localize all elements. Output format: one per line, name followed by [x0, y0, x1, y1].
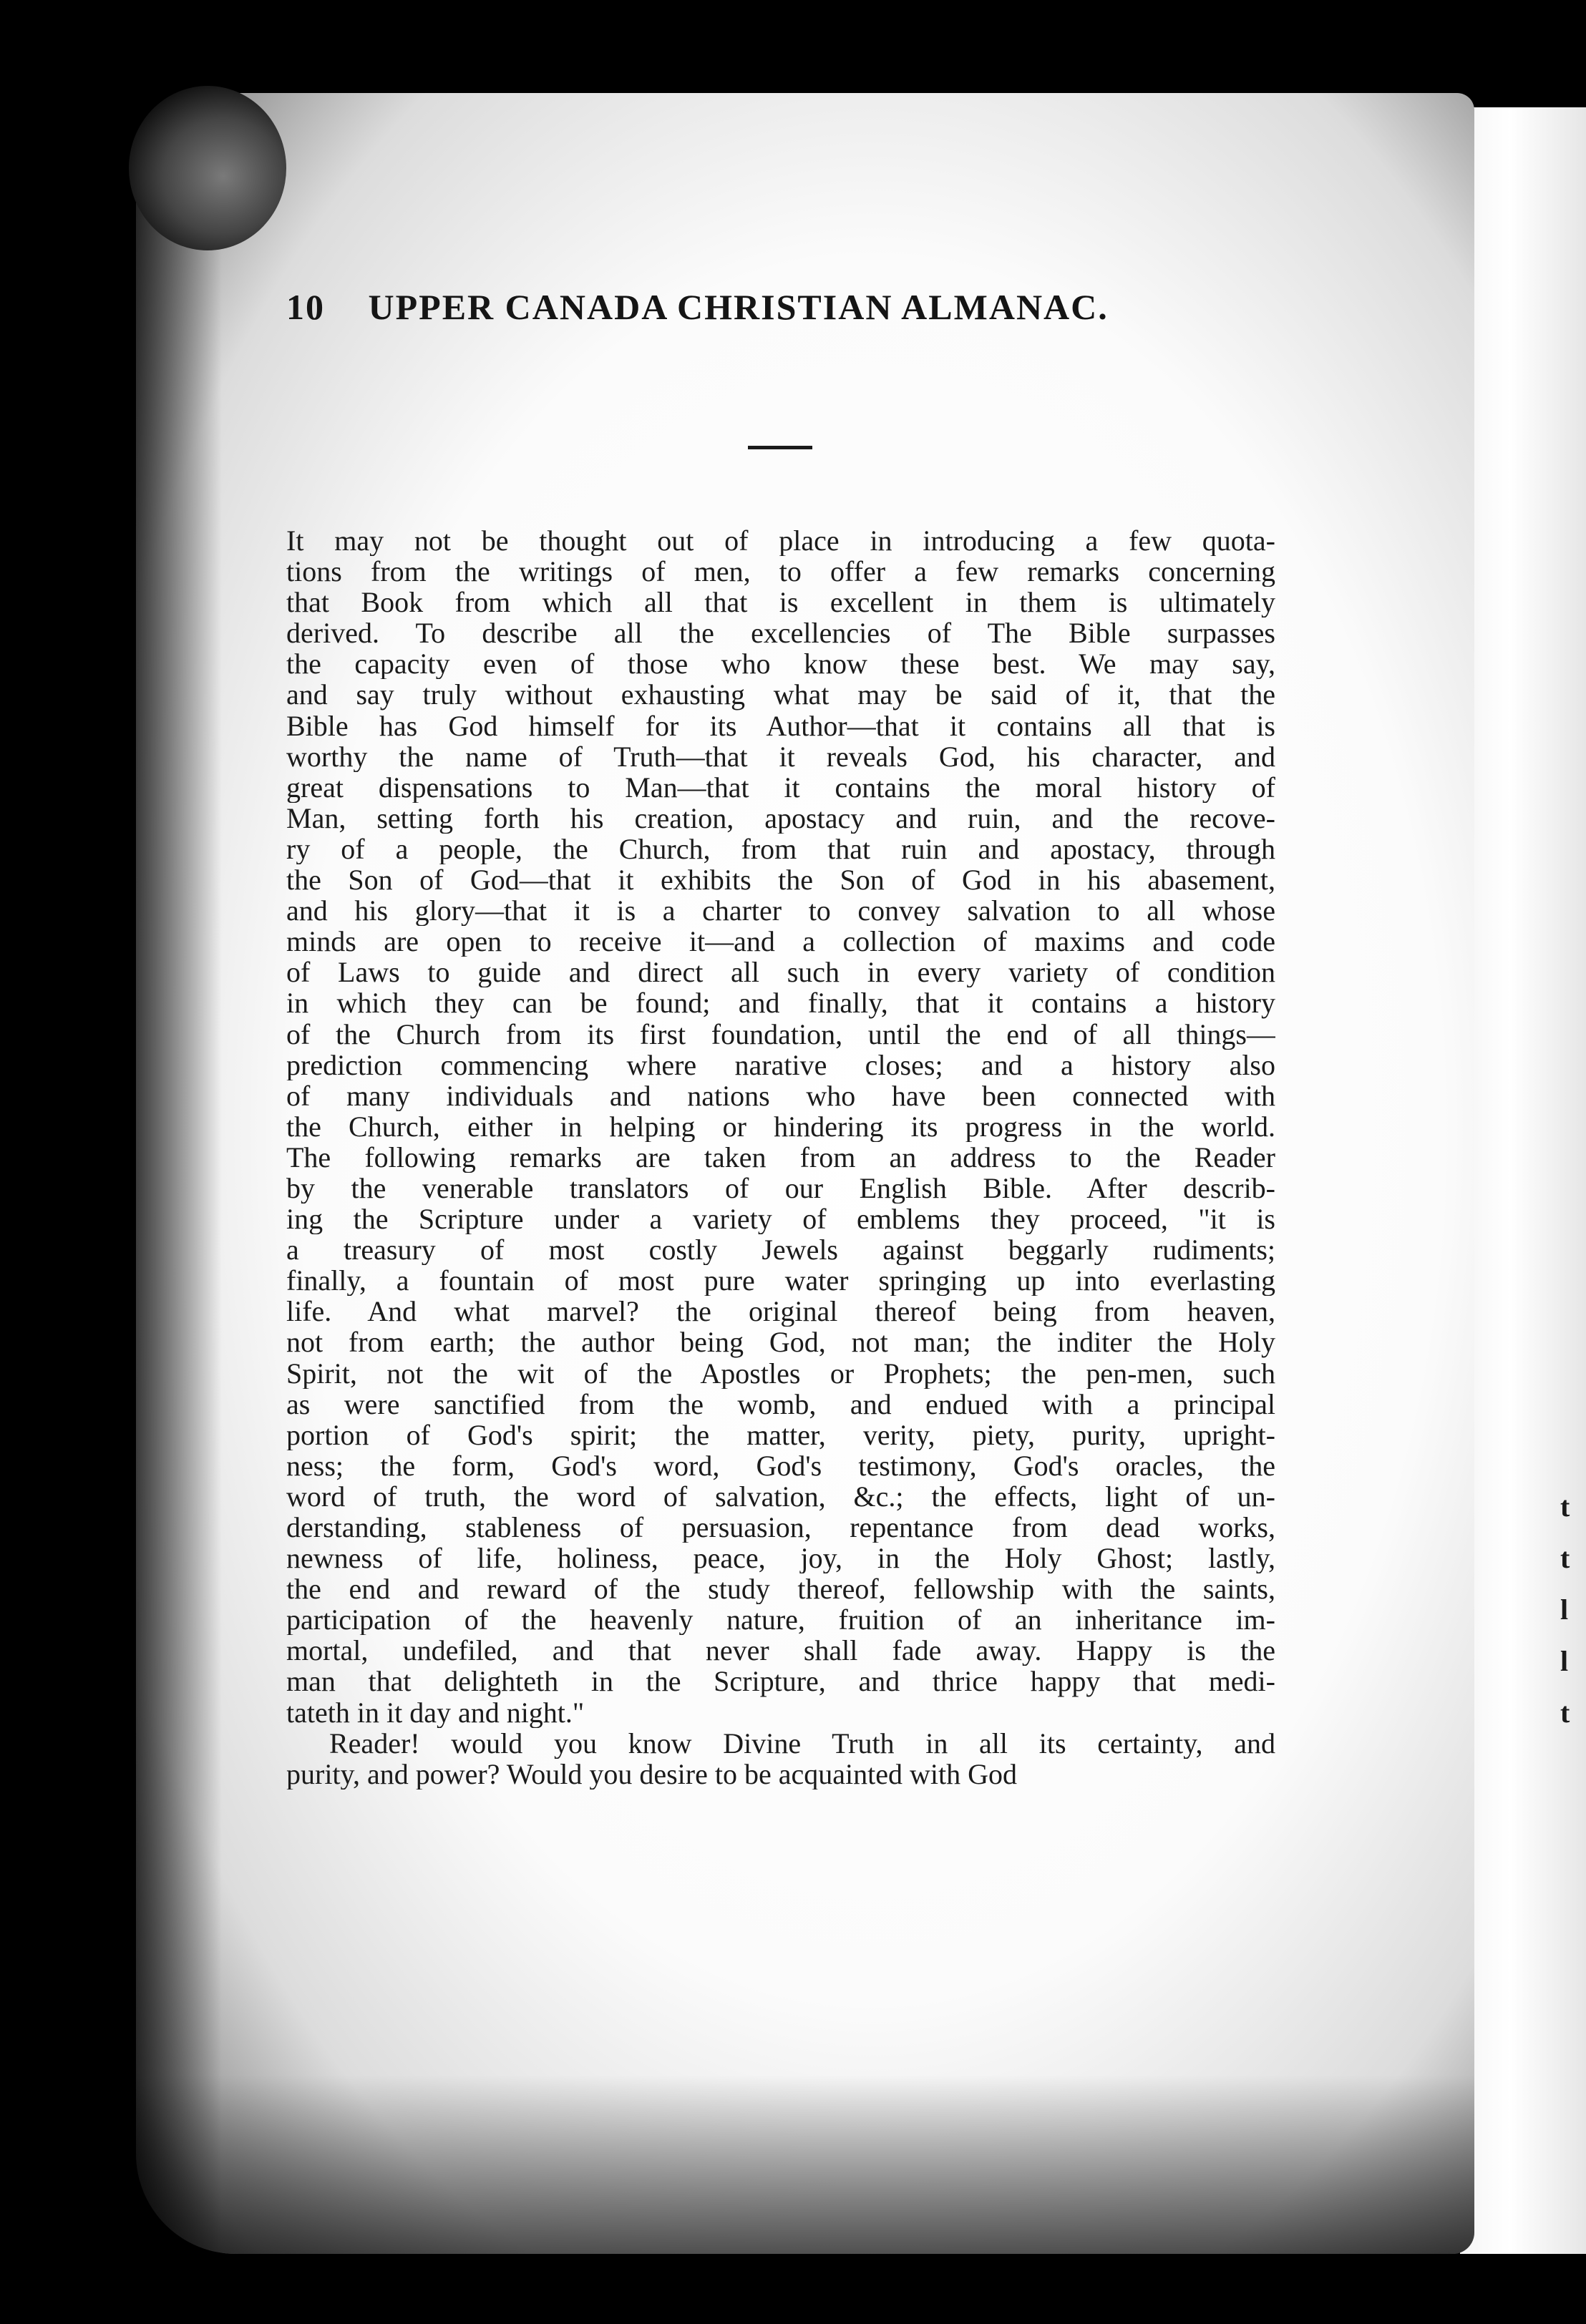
text-line: great dispensations to Man—that it contains the moral history of	[286, 771, 1275, 803]
facing-page-text-fragments	[1560, 1481, 1586, 1739]
torn-corner	[129, 86, 286, 250]
text-line: worthy the name of Truth—that it reveals God, his character, and	[286, 741, 1275, 772]
text-line: and say truly without exhausting what may be said of it, that the	[286, 679, 1275, 711]
facing-fragment: t	[1560, 1490, 1570, 1523]
text-line: of many individuals and nations who have been connected with	[286, 1080, 1275, 1111]
text-line: tateth in it day and night."	[286, 1696, 585, 1728]
text-line: the capacity even of those who know these best. We may say,	[286, 648, 1275, 680]
facing-page-edge	[1460, 107, 1586, 2254]
running-title: UPPER CANADA CHRISTIAN ALMANAC.	[368, 287, 1109, 327]
text-line: Reader! would you know Divine Truth in all its certainty, and	[329, 1727, 1275, 1759]
body-text	[286, 525, 1275, 1790]
text-line: of Laws to guide and direct all such in every variety of condition	[286, 957, 1275, 988]
text-line: as were sanctified from the womb, and endued with a principal	[286, 1388, 1275, 1420]
text-line: ness; the form, God's word, God's testimony, God's oracles, the	[286, 1450, 1275, 1481]
text-line: prediction commencing where narative closes; and a history also	[286, 1049, 1275, 1080]
text-line: of the Church from its first foundation, until the end of all things—	[286, 1018, 1275, 1050]
text-line: life. And what marvel? the original thereof being from heaven,	[286, 1296, 1275, 1327]
text-line: mortal, undefiled, and that never shall fade away. Happy is the	[286, 1635, 1275, 1666]
text-line: by the venerable translators of our English Bible. After describ-	[286, 1172, 1275, 1204]
text-line: the Church, either in helping or hindering its progress in the world.	[286, 1110, 1275, 1142]
facing-fragment: t	[1560, 1696, 1570, 1729]
text-line: Bible has God himself for its Author—that it contains all that is	[286, 710, 1275, 741]
text-line: the end and reward of the study thereof, fellowship with the saints,	[286, 1573, 1275, 1605]
text-line: word of truth, the word of salvation, &c.; the effects, light of un-	[286, 1480, 1275, 1512]
text-line: and his glory—that it is a charter to convey salvation to all whose	[286, 895, 1275, 927]
text-line: ry of a people, the Church, from that ruin and apostacy, through	[286, 833, 1275, 865]
text-line: ing the Scripture under a variety of emblems they proceed, "it is	[286, 1204, 1275, 1235]
facing-fragment: l	[1560, 1593, 1569, 1626]
page-edge-shadow-left	[136, 93, 222, 2254]
text-line: The following remarks are taken from an address to the Reader	[286, 1141, 1275, 1173]
text-line: portion of God's spirit; the matter, verity, piety, purity, upright-	[286, 1419, 1275, 1450]
text-line: newness of life, holiness, peace, joy, in the Holy Ghost; lastly,	[286, 1543, 1275, 1574]
text-line: the Son of God—that it exhibits the Son of God in his abasement,	[286, 864, 1275, 896]
text-line: participation of the heavenly nature, fruition of an inheritance im-	[286, 1604, 1275, 1636]
section-rule	[748, 446, 812, 449]
facing-fragment: l	[1560, 1645, 1569, 1677]
page-number: 10	[286, 287, 325, 327]
text-line: derived. To describe all the excellencies of The Bible surpasses	[286, 617, 1275, 649]
text-line: man that delighteth in the Scripture, and thrice happy that medi-	[286, 1666, 1275, 1697]
text-line: in which they can be found; and finally, that it contains a history	[286, 987, 1275, 1019]
text-line: derstanding, stableness of persuasion, repentance from dead works,	[286, 1512, 1275, 1543]
text-line: not from earth; the author being God, not man; the inditer the Holy	[286, 1327, 1275, 1358]
text-line: tions from the writings of men, to offer a few remarks concerning	[286, 556, 1275, 587]
page-edge-shadow-bottom	[136, 2075, 1474, 2254]
text-line: It may not be thought out of place in introducing a few quota-	[286, 525, 1275, 557]
text-line: Spirit, not the wit of the Apostles or Prophets; the pen-men, such	[286, 1357, 1275, 1389]
running-head	[286, 286, 1245, 343]
text-line: that Book from which all that is excellent in them is ultimately	[286, 587, 1275, 618]
facing-fragment: t	[1560, 1542, 1570, 1574]
text-line: minds are open to receive it—and a collection of maxims and code	[286, 926, 1275, 957]
text-line: Man, setting forth his creation, apostacy and ruin, and the recove-	[286, 802, 1275, 834]
text-line: a treasury of most costly Jewels against beggarly rudiments;	[286, 1234, 1275, 1266]
text-line: purity, and power? Would you desire to be acquainted with God	[286, 1758, 1017, 1790]
text-line: finally, a fountain of most pure water springing up into everlasting	[286, 1265, 1275, 1297]
